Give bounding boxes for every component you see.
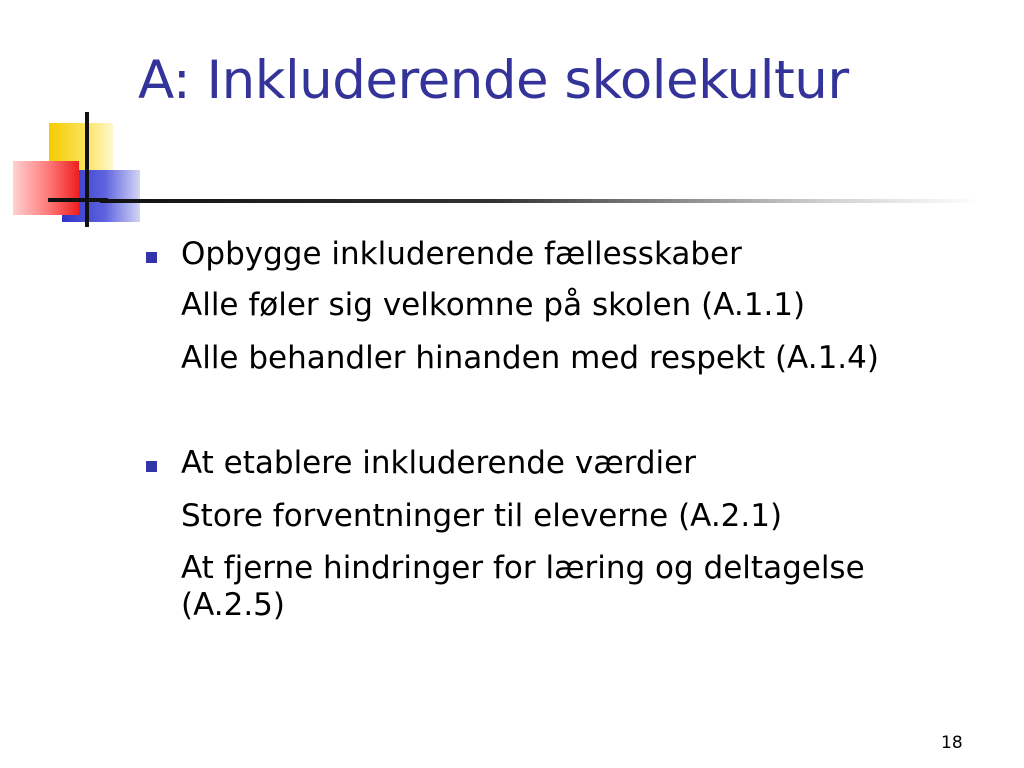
title-divider [100,199,980,203]
decorative-squares-logo [0,0,150,240]
section-line: (A.2.5) [181,587,286,623]
section-line: Alle behandler hinanden med respekt (A.1.4) [181,340,879,376]
logo-horizontal-line [48,198,108,202]
bullet-square-icon [146,252,157,263]
section-line: Alle føler sig velkomne på skolen (A.1.1) [181,287,806,323]
logo-red-square [13,161,79,215]
page-number: 18 [941,733,963,753]
logo-vertical-line [85,112,89,227]
bullet-square-icon [146,461,157,472]
section-line: Store forventninger til eleverne (A.2.1) [181,498,783,534]
section-line: At fjerne hindringer for læring og deltagelse [181,550,865,586]
section-heading: Opbygge inkluderende fællesskaber [181,236,742,272]
slide-title: A: Inkluderende skolekultur [138,50,849,111]
section-heading: At etablere inkluderende værdier [181,445,696,481]
